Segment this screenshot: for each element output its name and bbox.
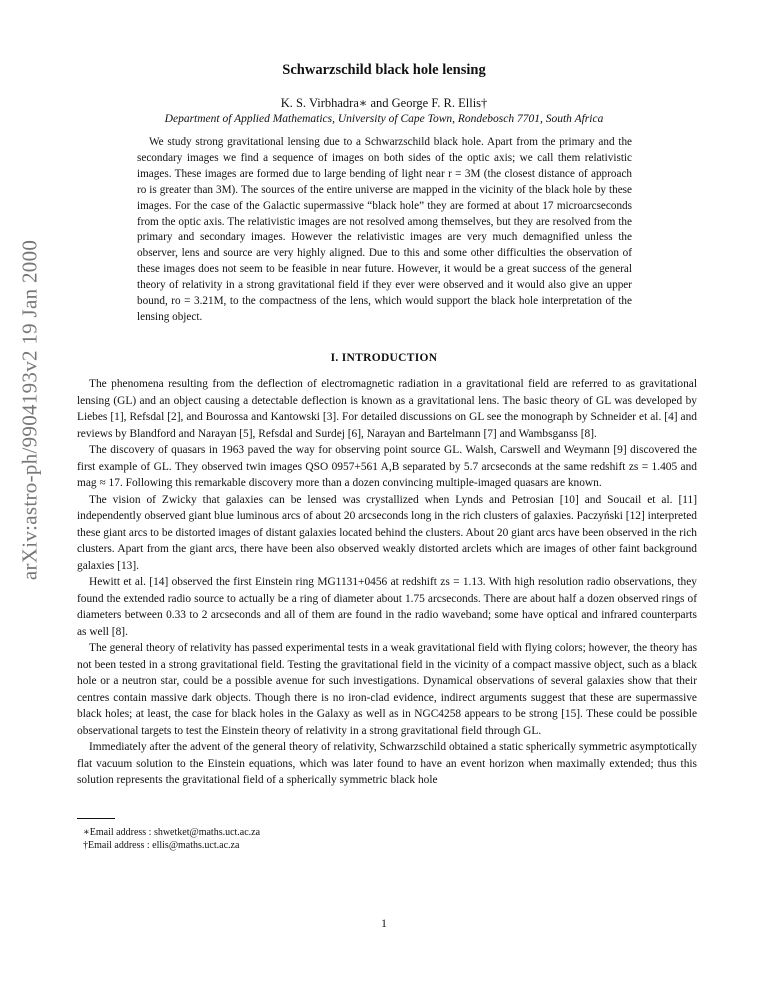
paragraph: Hewitt et al. [14] observed the first Einstein ring MG1131+0456 at redshift zs = 1.13. With high resolution radio observations, they found the extended radio source to actually be a ring of diameter about 1.75 arcseconds. There are about half a dozen observed rings of diameters between 0.33 to 2 arcseconds and all of them are found in the radio waveband; some have optical and infrared counterparts as well [8]. [77,576,697,638]
paragraph: The phenomena resulting from the deflection of electromagnetic radiation in a gravitational field are referred to as gravitational lensing (GL) and an object causing a detectable deflection is known as a gravitational lens. The basic theory of GL was developed by Liebes [1], Refsdal [2], and Bourossa and Kantowski [3]. For detailed discussions on GL see the monograph by Schneider et al. [4] and reviews by Blandford and Narayan [5], Refsdal and Surdej [6], Narayan and Bartelmann [7] and Wambsganss [8]. [77,378,697,440]
affiliation: Department of Applied Mathematics, University of Cape Town, Rondebosch 7701, South Africa [164,113,604,125]
paragraph: The general theory of relativity has passed experimental tests in a weak gravitational field with flying colors; however, the theory has not been tested in a strong gravitational field. Testing the gravitational field in the vicinity of a compact massive object, such as a black hole or a neutron star, could be a possible avenue for such investigations. Dynamical observations of several galaxies show that their centres contain massive dark objects. Though there is no iron-clad evidence, indirect arguments suggest that these are supermassive black holes; at least, the case for black holes in the Galaxy as well as in NGC4258 appears to be strong [15]. These could be possible observational targets to test the Einstein theory of relativity in a strong gravitational field through GL. [77,642,697,737]
footnote: ∗Email address : shwetket@maths.uct.ac.za [83,827,261,838]
paragraph: The vision of Zwicky that galaxies can be lensed was crystallized when Lynds and Petrosian [10] and Soucail et al. [11] independently observed giant blue luminous arcs of about 20 arcseconds long in the rich clusters of galaxies. Paczyński [12] interpreted these giant arcs to be distorted images of distant galaxies located behind the clusters. About 20 giant arcs have been observed in the rich clusters. Apart from the giant arcs, there have been also observed weakly distorted arclets which are images of other faint background galaxies [13]. [77,493,697,572]
arxiv-identifier: arXiv:astro-ph/9904193v2 19 Jan 2000 [17,239,42,581]
page-number: 1 [381,918,387,930]
section-heading: I. INTRODUCTION [330,352,438,364]
arxiv-identifier-sidebar [6,40,54,780]
author-list: K. S. Virbhadra∗ and George F. R. Ellis† [280,96,488,110]
paragraph: The discovery of quasars in 1963 paved the way for observing point source GL. Walsh, Carswell and Weymann [9] discovered the first example of GL. They observed twin images QSO 0957+561 A,B separated by 5.7 arcseconds at the same redshift zs = 1.405 and mag ≈ 17. Following this remarkable discovery more than a dozen convincing multiple-imaged quasars are known. [77,444,697,489]
paper-title: Schwarzschild black hole lensing [282,62,486,78]
footnotes [77,826,697,852]
abstract: We study strong gravitational lensing due to a Schwarzschild black hole. Apart from the primary and the secondary images we find a sequence of images on both sides of the optic axis; we call them relativistic images. These images are formed due to large bending of light near r = 3M (the closest distance of approach ro is greater than 3M). The sources of the entire universe are mapped in the vicinity of the black hole by these images. For the case of the Galactic supermassive “black hole” they are formed at about 17 microarcseconds from the optic axis. The relativistic images are not resolved among themselves, but they are resolved from the primary and secondary images. However the relativistic images are very much demagnified unless the observer, lens and source are very highly aligned. Due to this and some other difficulties the observation of these images does not seem to be feasible in near future. However, it would be a great success of the general theory of relativity in a strong gravitational field if they ever were observed and it would also give an upper bound, ro = 3.21M, to the compactness of the lens, which would support the black hole interpretation of the lensing object. [137,136,632,323]
body-text [77,376,697,789]
paragraph: Immediately after the advent of the general theory of relativity, Schwarzschild obtained a static spherically symmetric asymptotically flat vacuum solution to the Einstein equations, which was later found to have an event horizon when maximally extended; thus this solution represents the gravitational field of a spherically symmetric black hole [77,741,697,786]
footnote: †Email address : ellis@maths.uct.ac.za [83,840,240,851]
footnote-rule [77,818,115,819]
